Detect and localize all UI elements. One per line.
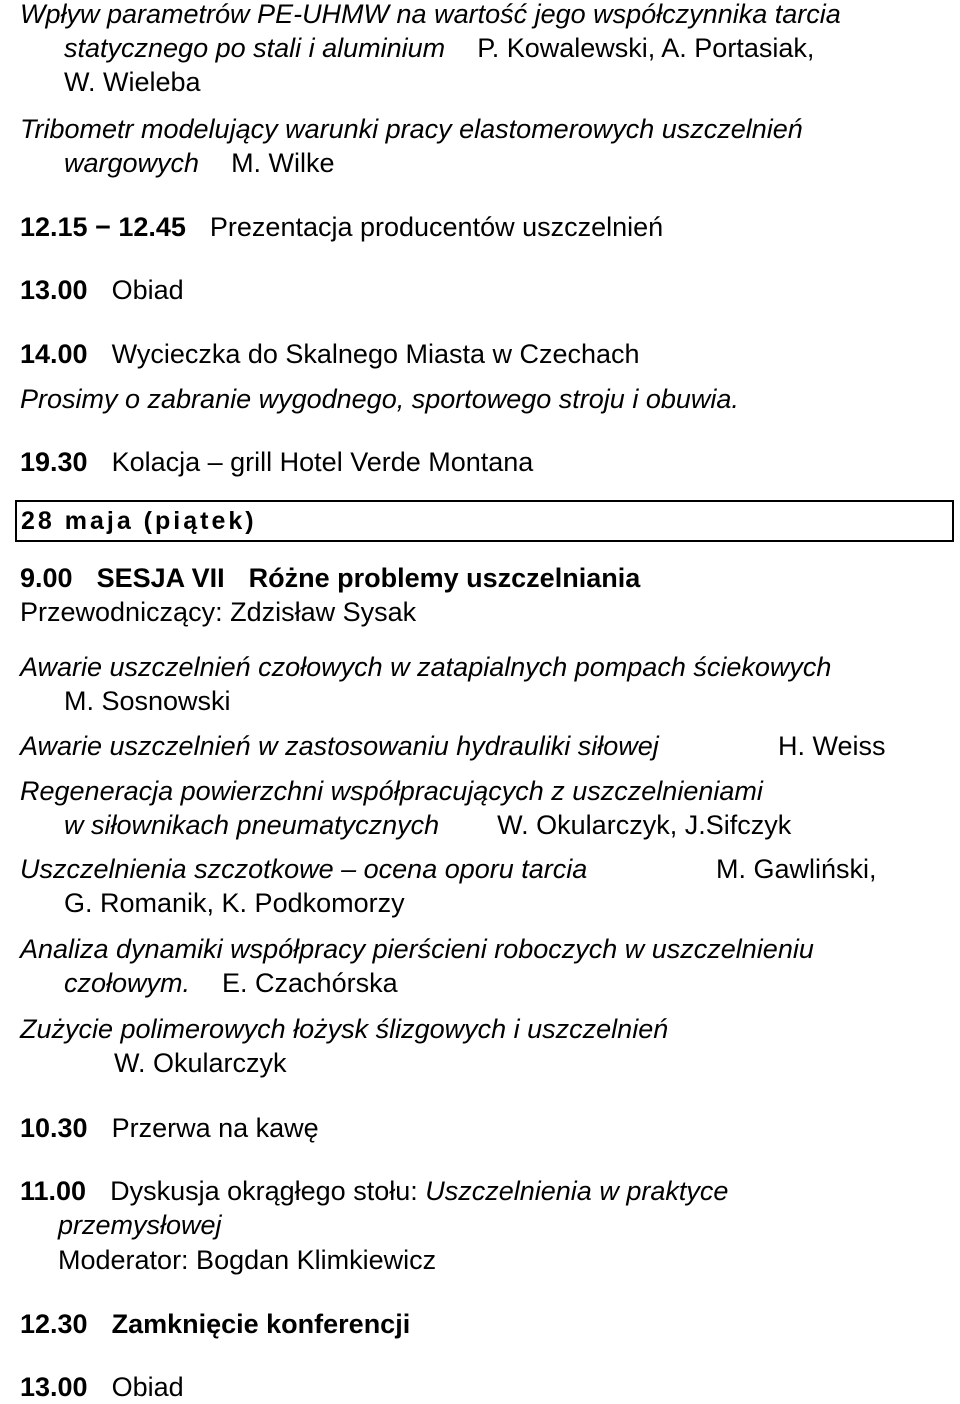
session-header bbox=[20, 561, 640, 595]
session-talk-3-title-line-1: Regeneracja powierzchni współpracujących z uszczelnieniami bbox=[20, 776, 763, 806]
schedule-label: Przerwa na kawę bbox=[111, 1113, 319, 1143]
schedule-label: Prezentacja producentów uszczelnień bbox=[209, 212, 664, 242]
talk-1-authors-cont: W. Wieleba bbox=[64, 67, 201, 97]
schedule-label: Kolacja – grill Hotel Verde Montana bbox=[111, 447, 534, 477]
schedule-item-trip bbox=[20, 337, 640, 371]
talk-2-title-line-2 bbox=[64, 146, 335, 180]
talk-1-authors: P. Kowalewski, A. Portasiak, bbox=[477, 33, 815, 63]
schedule-time: 14.00 bbox=[20, 339, 88, 369]
schedule-time: 10.30 bbox=[20, 1113, 88, 1143]
session-talk-1-title: Awarie uszczelnień czołowych w zatapialnych pompach ściekowych bbox=[20, 652, 832, 682]
session-title: Różne problemy uszczelniania bbox=[248, 563, 641, 593]
session-talk-2-authors: H. Weiss bbox=[778, 731, 886, 761]
round-table-topic-cont: przemysłowej bbox=[58, 1210, 222, 1240]
schedule-item-coffee bbox=[20, 1111, 319, 1145]
talk-2-title: wargowych bbox=[64, 148, 200, 178]
session-talk-4-authors: M. Gawliński, bbox=[716, 854, 877, 884]
schedule-time: 13.00 bbox=[20, 275, 88, 305]
session-talk-5-title: czołowym. bbox=[64, 968, 191, 998]
schedule-time: 11.00 bbox=[20, 1176, 87, 1206]
session-talk-5-title-line-2 bbox=[64, 966, 398, 1000]
talk-1-title: statycznego po stali i aluminium bbox=[64, 33, 446, 63]
schedule-label: Obiad bbox=[111, 275, 184, 305]
day-header: 28 maja (piątek) bbox=[15, 500, 954, 542]
talk-2-title-line-1: Tribometr modelujący warunki pracy elastomerowych uszczelnień bbox=[20, 114, 803, 144]
session-talk-1-authors: M. Sosnowski bbox=[64, 686, 231, 716]
schedule-item-round-table bbox=[20, 1174, 728, 1208]
session-talk-5-authors: E. Czachórska bbox=[222, 968, 398, 998]
session-talk-6-authors: W. Okularczyk bbox=[114, 1048, 287, 1078]
schedule-label: Zamknięcie konferencji bbox=[111, 1309, 411, 1339]
schedule-label: Obiad bbox=[111, 1372, 184, 1402]
schedule-item-lunch bbox=[20, 273, 184, 307]
talk-1-title-line-1: Wpływ parametrów PE-UHMW na wartość jego współczynnika tarcia bbox=[20, 0, 841, 29]
schedule-time: 12.15 − 12.45 bbox=[20, 212, 186, 242]
schedule-item-presentation bbox=[20, 210, 663, 244]
session-name: SESJA VII bbox=[96, 563, 225, 593]
session-talk-6-title: Zużycie polimerowych łożysk ślizgowych i uszczelnień bbox=[20, 1014, 669, 1044]
round-table-topic: Uszczelnienia w praktyce bbox=[425, 1176, 729, 1206]
schedule-item-final-lunch bbox=[20, 1370, 184, 1404]
session-talk-4-authors-cont: G. Romanik, K. Podkomorzy bbox=[64, 888, 405, 918]
schedule-time: 12.30 bbox=[20, 1309, 88, 1339]
schedule-label: Wycieczka do Skalnego Miasta w Czechach bbox=[111, 339, 640, 369]
session-talk-2-title: Awarie uszczelnień w zastosowaniu hydrauliki siłowej bbox=[20, 731, 659, 761]
schedule-item-closing bbox=[20, 1307, 410, 1341]
schedule-label: Dyskusja okrągłego stołu: bbox=[110, 1176, 418, 1206]
round-table-moderator: Moderator: Bogdan Klimkiewicz bbox=[58, 1245, 437, 1275]
talk-1-title-line-2 bbox=[64, 31, 814, 65]
talk-2-authors: M. Wilke bbox=[231, 148, 335, 178]
schedule-time: 19.30 bbox=[20, 447, 88, 477]
trip-note: Prosimy o zabranie wygodnego, sportowego stroju i obuwia. bbox=[20, 384, 739, 414]
session-talk-3-authors: W. Okularczyk, J.Sifczyk bbox=[497, 810, 792, 840]
session-time: 9.00 bbox=[20, 563, 73, 593]
session-talk-3-title-line-2 bbox=[64, 808, 791, 842]
session-talk-5-title-line-1: Analiza dynamiki współpracy pierścieni roboczych w uszczelnieniu bbox=[20, 934, 814, 964]
session-talk-3-title: w siłownikach pneumatycznych bbox=[64, 810, 440, 840]
schedule-time: 13.00 bbox=[20, 1372, 88, 1402]
schedule-item-dinner bbox=[20, 445, 533, 479]
session-talk-4-title: Uszczelnienia szczotkowe – ocena oporu tarcia bbox=[20, 854, 588, 884]
session-chair: Przewodniczący: Zdzisław Sysak bbox=[20, 597, 417, 627]
